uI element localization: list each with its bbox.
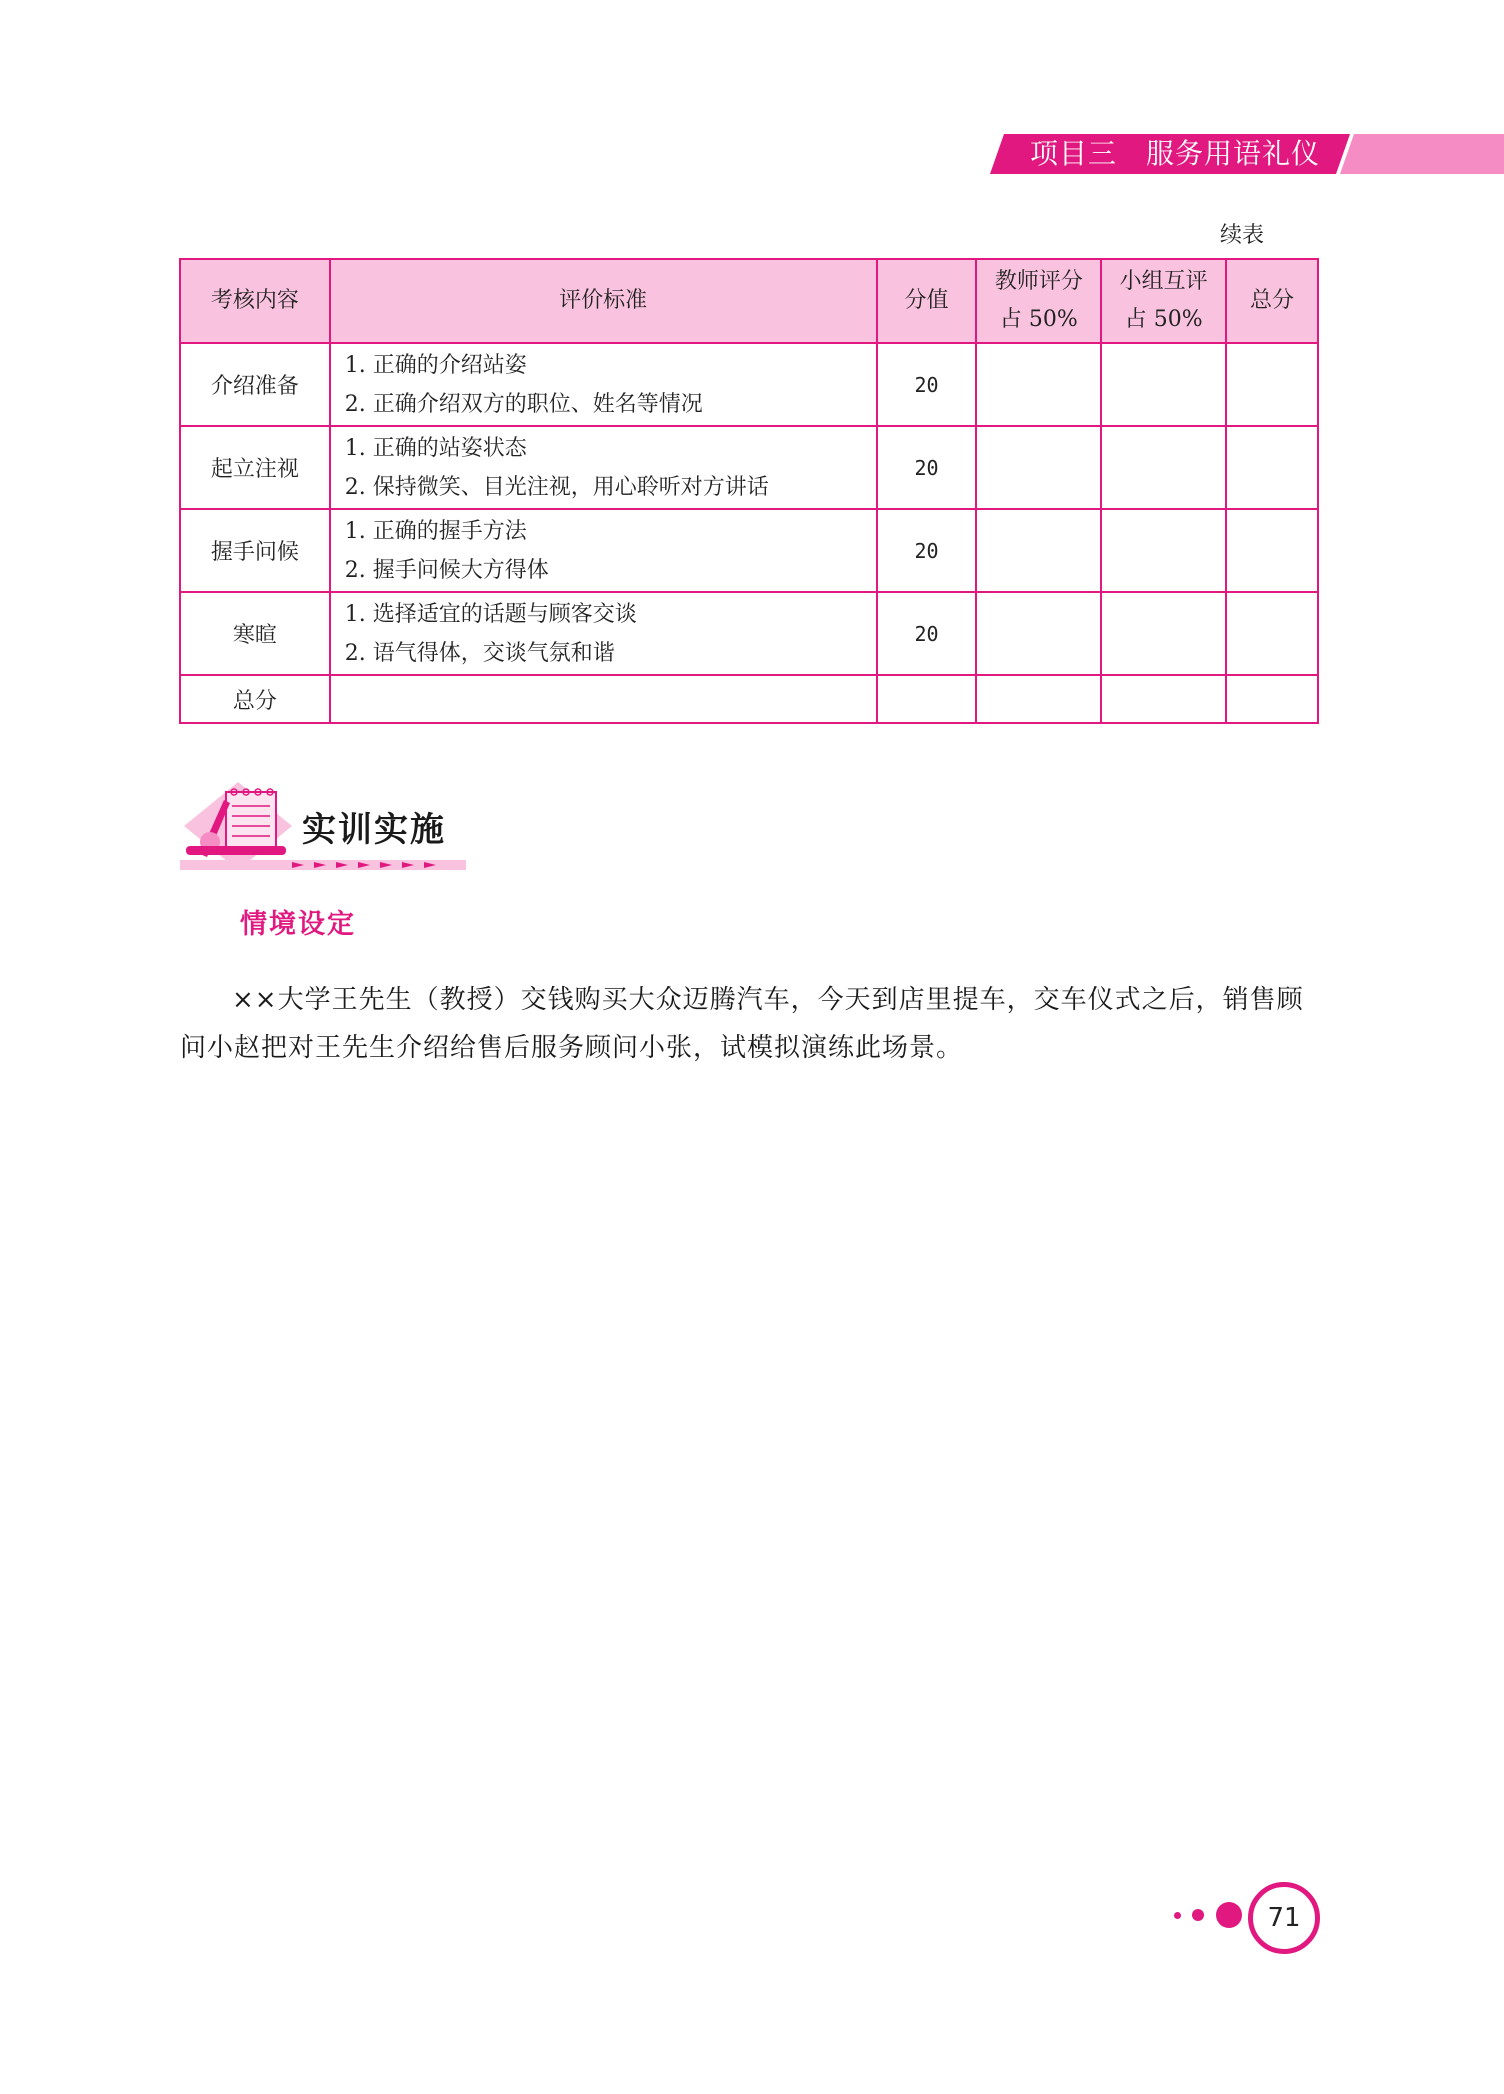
total-score-cell [1226, 509, 1318, 592]
teacher-score-cell [976, 509, 1101, 592]
dot-medium [1192, 1909, 1204, 1921]
table-header-row [180, 259, 1318, 343]
table-row [180, 343, 1318, 426]
total-row-cell [877, 675, 977, 723]
section-heading [180, 780, 470, 872]
scenario-paragraph: ××大学王先生（教授）交钱购买大众迈腾汽车，今天到店里提车，交车仪式之后，销售顾问小赵把对王先生介绍给售后服务顾问小张，试模拟演练此场景。 [180, 985, 1304, 1063]
row-score: 20 [877, 592, 977, 675]
group-score-cell [1101, 509, 1226, 592]
table-row [180, 509, 1318, 592]
total-row-label: 总分 [180, 675, 330, 723]
dot-large [1216, 1902, 1242, 1928]
teacher-score-cell [976, 592, 1101, 675]
table-total-row [180, 675, 1318, 723]
row-criteria [330, 592, 877, 675]
total-row-cell [330, 675, 877, 723]
header-total: 总分 [1226, 259, 1318, 343]
section-title: 实训实施 [302, 810, 446, 850]
row-category: 握手问候 [180, 509, 330, 592]
teacher-score-cell [976, 343, 1101, 426]
header-score: 分值 [877, 259, 977, 343]
header-group [1101, 259, 1226, 343]
evaluation-table [179, 258, 1319, 724]
table-row [180, 426, 1318, 509]
header-teacher-line1: 教师评分 [994, 269, 1083, 294]
header-teacher-line2: 占 50% [999, 307, 1078, 332]
criteria-line: 1. 选择适宜的话题与顾客交谈 [344, 601, 637, 627]
criteria-line: 1. 正确的介绍站姿 [344, 352, 527, 378]
total-score-cell [1226, 343, 1318, 426]
total-row-cell [1101, 675, 1226, 723]
header-group-line1: 小组互评 [1119, 269, 1208, 294]
criteria-line: 1. 正确的握手方法 [344, 518, 527, 544]
row-score: 20 [877, 426, 977, 509]
row-criteria [330, 343, 877, 426]
header-group-line2: 占 50% [1124, 307, 1203, 332]
criteria-line: 2. 保持微笑、目光注视，用心聆听对方讲话 [344, 474, 769, 500]
header-content: 考核内容 [180, 259, 330, 343]
teacher-score-cell [976, 426, 1101, 509]
criteria-line: 1. 正确的站姿状态 [344, 435, 527, 461]
row-score: 20 [877, 509, 977, 592]
row-category: 介绍准备 [180, 343, 330, 426]
group-score-cell [1101, 592, 1226, 675]
total-row-cell [976, 675, 1101, 723]
page-number: 71 [1248, 1882, 1320, 1954]
total-score-cell [1226, 592, 1318, 675]
header-criteria: 评价标准 [330, 259, 877, 343]
row-category: 寒暄 [180, 592, 330, 675]
page-number-badge [1170, 1880, 1320, 1956]
total-score-cell [1226, 426, 1318, 509]
row-category: 起立注视 [180, 426, 330, 509]
chapter-banner [990, 134, 1504, 174]
scenario-subtitle: 情境设定 [240, 909, 356, 940]
row-criteria [330, 426, 877, 509]
continued-label: 续表 [1220, 223, 1265, 248]
criteria-line: 2. 正确介绍双方的职位、姓名等情况 [344, 391, 703, 417]
group-score-cell [1101, 343, 1226, 426]
group-score-cell [1101, 426, 1226, 509]
header-teacher [976, 259, 1101, 343]
criteria-line: 2. 语气得体，交谈气氛和谐 [344, 640, 615, 666]
row-criteria [330, 509, 877, 592]
table-row [180, 592, 1318, 675]
criteria-line: 2. 握手问候大方得体 [344, 557, 549, 583]
chapter-title: 项目三 服务用语礼仪 [1030, 137, 1321, 170]
row-score: 20 [877, 343, 977, 426]
dot-small [1174, 1912, 1181, 1919]
total-row-cell [1226, 675, 1318, 723]
